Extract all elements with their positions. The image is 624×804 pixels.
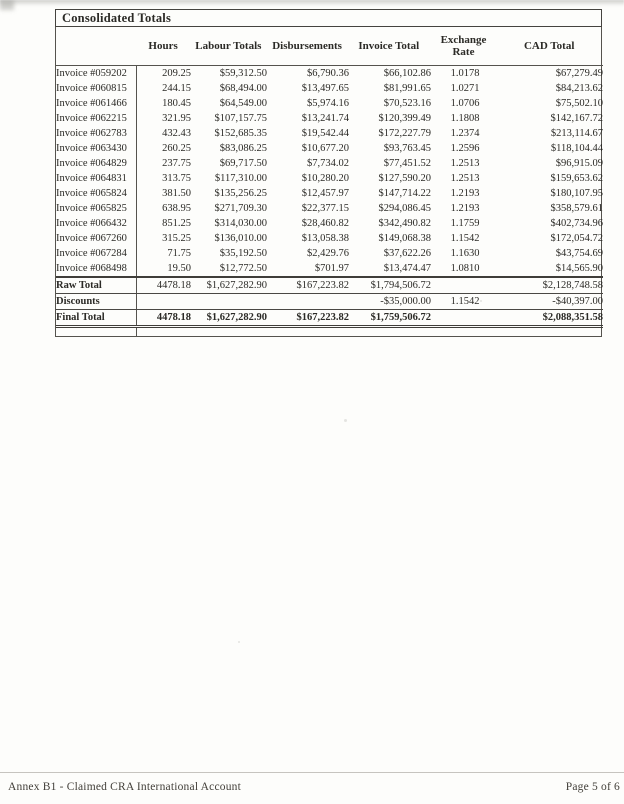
invoice-row-hours: 244.15 [162, 83, 191, 94]
invoice-row-row-label: Invoice #066432 [56, 216, 136, 231]
invoice-row [56, 96, 603, 111]
invoice-row-exchange-rate: 1.0706 [450, 98, 480, 109]
invoice-row-hours: 313.75 [162, 173, 191, 184]
final-total-row-invoice-total: $1,759,506.72 [349, 310, 431, 327]
invoice-row-exchange-rate: 1.2193 [450, 188, 480, 199]
invoice-row-disbursements: $6,790.36 [307, 68, 349, 79]
invoice-row-exchange-rate: 1.1759 [450, 218, 480, 229]
spacer-row-disbursements [267, 327, 349, 337]
raw-total-row [56, 277, 603, 294]
invoice-row-invoice-total: $294,086.45 [378, 203, 431, 214]
invoice-row-labour-totals: $12,772.50 [219, 263, 267, 274]
invoice-row-labour-totals: $271,709.30 [214, 203, 267, 214]
invoice-row-invoice-total: $66,102.86 [383, 68, 431, 79]
invoice-row [56, 141, 603, 156]
invoice-row-invoice-total: $77,451.52 [383, 158, 431, 169]
invoice-row-disbursements: $12,457.97 [301, 188, 349, 199]
scan-speck [238, 641, 240, 643]
invoice-row-invoice-total: $127,590.20 [378, 173, 431, 184]
invoice-row-invoice-total: $93,763.45 [383, 143, 431, 154]
invoice-row [56, 156, 603, 171]
invoice-row-hours: 315.25 [162, 233, 191, 244]
invoice-row-cad-total: $84,213.62 [555, 83, 603, 94]
invoice-row-cad-total: $172,054.72 [550, 233, 603, 244]
invoice-row-cad-total: $96,915.09 [555, 158, 603, 169]
invoice-row [56, 246, 603, 261]
invoice-row-row-label: Invoice #064829 [56, 156, 136, 171]
invoice-row-hours: 209.25 [162, 68, 191, 79]
invoice-row-hours: 321.95 [162, 113, 191, 124]
invoice-row-cad-total: $213,114.67 [550, 128, 603, 139]
spacer-row [56, 327, 603, 337]
invoice-row-row-label: Invoice #062215 [56, 111, 136, 126]
invoice-row-hours: 19.50 [167, 263, 191, 274]
invoice-row-hours: 237.75 [162, 158, 191, 169]
invoice-row-disbursements: $13,497.65 [301, 83, 349, 94]
invoice-row-hours: 180.45 [162, 98, 191, 109]
invoice-row-disbursements: $13,241.74 [301, 113, 349, 124]
invoice-row-cad-total: $358,579.61 [550, 203, 603, 214]
footer-page-number: Page 5 of 6 [565, 781, 620, 793]
footer-annex-label: Annex B1 - Claimed CRA International Account [8, 781, 242, 793]
spacer-row-hours [136, 327, 191, 337]
final-total-row-labour-totals: $1,627,282.90 [191, 310, 267, 327]
invoice-row-cad-total: $159,653.62 [550, 173, 603, 184]
consolidated-totals-section [55, 9, 602, 337]
invoice-row-invoice-total: $70,523.16 [383, 98, 431, 109]
invoice-row [56, 231, 603, 246]
invoice-row-row-label: Invoice #060815 [56, 81, 136, 96]
final-total-row-exchange-rate [431, 310, 499, 327]
column-header-labour-totals: Labour Totals [195, 39, 262, 52]
invoice-row-labour-totals: $68,494.00 [219, 83, 267, 94]
invoice-row-row-label: Invoice #062783 [56, 126, 136, 141]
invoice-row [56, 126, 603, 141]
invoice-row-exchange-rate: 1.2596 [450, 143, 480, 154]
invoice-row-row-label: Invoice #064831 [56, 171, 136, 186]
invoice-row-disbursements: $10,677.20 [301, 143, 349, 154]
invoice-row-exchange-rate: 1.1542 [450, 233, 480, 244]
invoice-row-disbursements: $7,734.02 [307, 158, 349, 169]
invoice-row-row-label: Invoice #067260 [56, 231, 136, 246]
footer-rule [0, 772, 624, 773]
invoice-row-hours: 432.43 [162, 128, 191, 139]
spacer-row-cad-total [499, 327, 603, 337]
invoice-row-exchange-rate: 1.0271 [450, 83, 480, 94]
discounts-row-hours [136, 294, 191, 310]
invoice-row-disbursements: $5,974.16 [307, 98, 349, 109]
invoice-row-invoice-total: $342,490.82 [378, 218, 431, 229]
scan-artifact-top [0, 0, 624, 7]
discounts-row-labour-totals [191, 294, 267, 310]
raw-total-row-row-label: Raw Total [56, 277, 136, 294]
final-total-row-disbursements: $167,223.82 [267, 310, 349, 327]
invoice-row-exchange-rate: 1.1808 [450, 113, 480, 124]
discounts-row-row-label: Discounts [56, 294, 136, 310]
table-title: Consolidated Totals [55, 9, 602, 27]
invoice-row-exchange-rate: 1.0178 [450, 68, 480, 79]
invoice-row [56, 111, 603, 126]
invoice-row-hours: 638.95 [162, 203, 191, 214]
invoice-row-row-label: Invoice #063430 [56, 141, 136, 156]
invoice-row-hours: 260.25 [162, 143, 191, 154]
invoice-row-row-label: Invoice #059202 [56, 66, 136, 82]
invoice-row-row-label: Invoice #068498 [56, 261, 136, 277]
invoice-row-cad-total: $43,754.69 [555, 248, 603, 259]
invoice-row-labour-totals: $35,192.50 [219, 248, 267, 259]
invoice-row-cad-total: $67,279.49 [555, 68, 603, 79]
invoice-row-disbursements: $701.97 [314, 263, 349, 274]
raw-total-row-cad-total: $2,128,748.58 [499, 277, 603, 294]
invoice-row-invoice-total: $172,227.79 [378, 128, 431, 139]
invoice-row-labour-totals: $59,312.50 [219, 68, 267, 79]
invoice-row-row-label: Invoice #065824 [56, 186, 136, 201]
final-total-row-cad-total: $2,088,351.58 [499, 310, 603, 327]
invoice-row-labour-totals: $83,086.25 [219, 143, 267, 154]
column-header-disbursements: Disbursements [272, 39, 342, 52]
totals-table-body [55, 27, 602, 337]
final-total-row [56, 310, 603, 327]
invoice-row-cad-total: $14,565.90 [555, 263, 603, 274]
invoice-row-cad-total: $142,167.72 [550, 113, 603, 124]
spacer-row-exchange-rate [431, 327, 499, 337]
invoice-row-row-label: Invoice #065825 [56, 201, 136, 216]
final-total-row-row-label: Final Total [56, 310, 136, 327]
page-footer [8, 781, 620, 793]
invoice-row [56, 171, 603, 186]
invoice-row [56, 201, 603, 216]
table-header-row [56, 27, 601, 65]
column-header-cad-total: CAD Total [523, 39, 575, 52]
invoice-row-exchange-rate: 1.2513 [450, 173, 480, 184]
discounts-row-exchange-rate: 1.1542 [431, 294, 499, 310]
invoice-row [56, 81, 603, 96]
invoice-row-exchange-rate: 1.2374 [450, 128, 480, 139]
invoice-row-labour-totals: $136,010.00 [214, 233, 267, 244]
discounts-row-invoice-total: -$35,000.00 [349, 294, 431, 310]
scan-speck [344, 419, 347, 422]
invoice-row-exchange-rate: 1.2193 [450, 203, 480, 214]
invoice-row-invoice-total: $147,714.22 [378, 188, 431, 199]
scan-artifact-corner [0, 0, 14, 10]
invoice-row-invoice-total: $149,068.38 [378, 233, 431, 244]
invoice-row-labour-totals: $152,685.35 [214, 128, 267, 139]
invoice-row-invoice-total: $120,399.49 [378, 113, 431, 124]
invoice-row-disbursements: $28,460.82 [301, 218, 349, 229]
raw-total-row-disbursements: $167,223.82 [267, 277, 349, 294]
discounts-row [56, 294, 603, 310]
invoice-row [56, 66, 603, 82]
invoice-row-row-label: Invoice #067284 [56, 246, 136, 261]
invoice-row-invoice-total: $37,622.26 [383, 248, 431, 259]
invoice-row-disbursements: $19,542.44 [301, 128, 349, 139]
invoice-row [56, 261, 603, 277]
invoice-row-disbursements: $10,280.20 [301, 173, 349, 184]
invoice-row-labour-totals: $135,256.25 [214, 188, 267, 199]
raw-total-row-exchange-rate [431, 277, 499, 294]
invoice-row-labour-totals: $69,717.50 [219, 158, 267, 169]
invoice-row-hours: 851.25 [162, 218, 191, 229]
invoice-row-hours: 71.75 [167, 248, 191, 259]
invoice-row-disbursements: $22,377.15 [301, 203, 349, 214]
raw-total-row-hours: 4478.18 [136, 277, 191, 294]
invoice-row [56, 186, 603, 201]
invoice-row-labour-totals: $117,310.00 [214, 173, 267, 184]
invoice-row-labour-totals: $107,157.75 [214, 113, 267, 124]
column-header-invoice-total: Invoice Total [358, 39, 420, 52]
invoice-row-cad-total: $75,502.10 [555, 98, 603, 109]
discounts-row-cad-total: -$40,397.00 [499, 294, 603, 310]
invoice-row-exchange-rate: 1.1630 [450, 248, 480, 259]
invoice-row-invoice-total: $13,474.47 [383, 263, 431, 274]
invoice-row-labour-totals: $64,549.00 [219, 98, 267, 109]
discounts-row-disbursements [267, 294, 349, 310]
spacer-row-row-label [56, 327, 136, 337]
spacer-row-invoice-total [349, 327, 431, 337]
invoice-row-disbursements: $2,429.76 [307, 248, 349, 259]
invoice-row-row-label: Invoice #061466 [56, 96, 136, 111]
invoice-row-hours: 381.50 [162, 188, 191, 199]
invoice-row-cad-total: $180,107.95 [550, 188, 603, 199]
spacer-row-labour-totals [191, 327, 267, 337]
invoice-row-labour-totals: $314,030.00 [214, 218, 267, 229]
raw-total-row-invoice-total: $1,794,506.72 [349, 277, 431, 294]
totals-table [56, 65, 603, 336]
final-total-row-hours: 4478.18 [136, 310, 191, 327]
column-header-exchange-rate: Exchange Rate [440, 33, 487, 58]
invoice-row-invoice-total: $81,991.65 [383, 83, 431, 94]
invoice-row-exchange-rate: 1.2513 [450, 158, 480, 169]
invoice-row [56, 216, 603, 231]
invoice-row-exchange-rate: 1.0810 [450, 263, 480, 274]
invoice-row-cad-total: $402,734.96 [550, 218, 603, 229]
invoice-row-disbursements: $13,058.38 [301, 233, 349, 244]
raw-total-row-labour-totals: $1,627,282.90 [191, 277, 267, 294]
column-header-hours: Hours [148, 39, 178, 52]
invoice-row-cad-total: $118,104.44 [550, 143, 603, 154]
